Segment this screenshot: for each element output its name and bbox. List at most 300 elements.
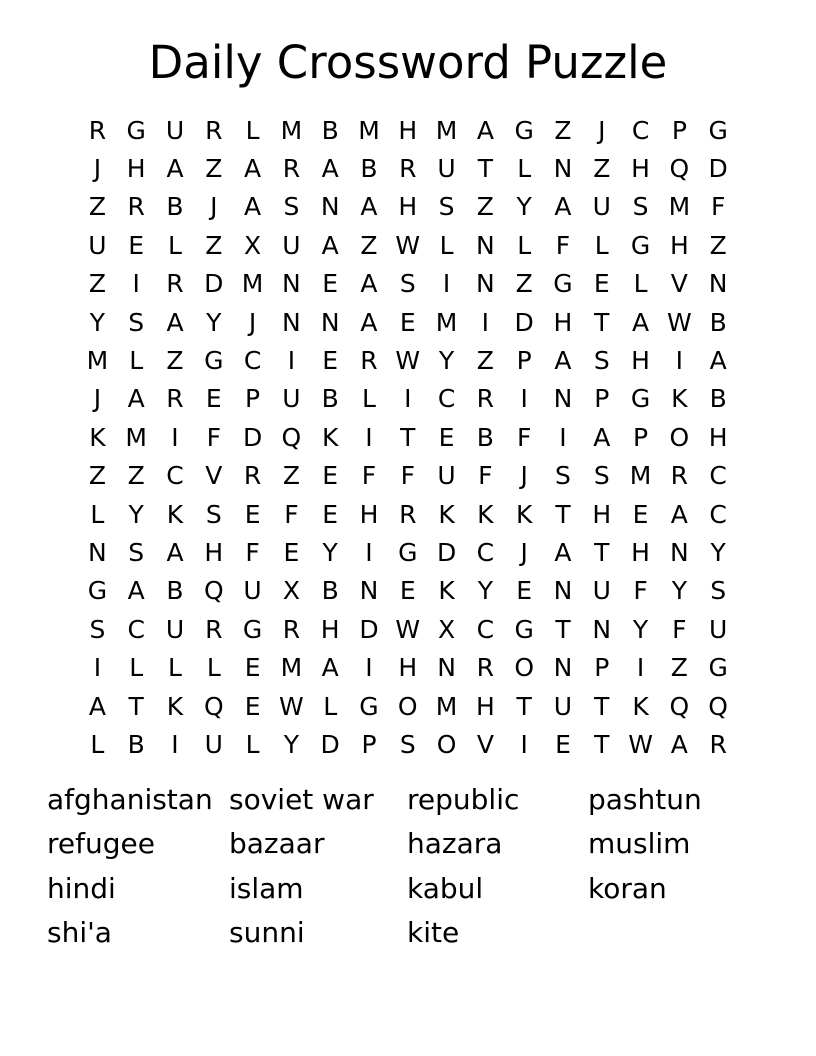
grid-letter: B bbox=[360, 154, 378, 184]
grid-letter: C bbox=[166, 461, 184, 491]
grid-letter: N bbox=[282, 269, 301, 299]
word-list-item: republic bbox=[407, 783, 520, 817]
grid-letter: I bbox=[481, 307, 490, 337]
grid-letter: K bbox=[89, 422, 106, 452]
grid-letter: L bbox=[633, 269, 648, 299]
grid-letter: U bbox=[204, 729, 223, 759]
grid-letter: L bbox=[517, 230, 532, 260]
grid-letter: Z bbox=[670, 653, 688, 683]
grid-letter: E bbox=[593, 269, 610, 299]
grid-letter: E bbox=[244, 499, 261, 529]
grid-letter: H bbox=[553, 307, 573, 337]
word-list-item: hazara bbox=[407, 827, 503, 861]
grid-letter: H bbox=[359, 499, 379, 529]
grid-letter: I bbox=[365, 537, 373, 567]
grid-letter: P bbox=[516, 346, 532, 376]
grid-letter: R bbox=[127, 192, 145, 222]
grid-letter: E bbox=[283, 537, 300, 567]
grid-letter: A bbox=[593, 422, 611, 452]
word-list-item: shi'a bbox=[47, 916, 112, 950]
grid-letter: S bbox=[89, 614, 106, 644]
grid-letter: Q bbox=[669, 154, 690, 184]
grid-letter: J bbox=[598, 115, 606, 145]
grid-letter: E bbox=[322, 269, 339, 299]
grid-letter: Z bbox=[127, 461, 145, 491]
grid-letter: M bbox=[629, 461, 652, 491]
page-title: Daily Crossword Puzzle bbox=[148, 36, 668, 89]
grid-letter: B bbox=[166, 576, 184, 606]
grid-letter: T bbox=[594, 537, 610, 567]
grid-letter: Z bbox=[476, 192, 494, 222]
grid-letter: Z bbox=[709, 230, 727, 260]
grid-letter: I bbox=[520, 729, 528, 759]
grid-letter: U bbox=[437, 154, 456, 184]
grid-letter: Y bbox=[283, 729, 300, 759]
grid-letter: G bbox=[204, 346, 224, 376]
grid-letter: Z bbox=[515, 269, 533, 299]
grid-letter: F bbox=[710, 192, 726, 222]
grid-letter: C bbox=[476, 537, 495, 567]
word-list-item: bazaar bbox=[229, 827, 325, 861]
grid-letter: Z bbox=[360, 230, 378, 260]
grid-letter: Y bbox=[477, 576, 493, 606]
grid-letter: N bbox=[708, 269, 728, 299]
grid-letter: E bbox=[128, 230, 145, 260]
letter-grid bbox=[78, 111, 738, 764]
grid-letter: I bbox=[171, 729, 179, 759]
grid-letter: N bbox=[359, 576, 379, 606]
grid-letter: F bbox=[478, 461, 493, 491]
grid-letter: D bbox=[708, 154, 728, 184]
grid-letter: U bbox=[592, 576, 611, 606]
grid-letter: H bbox=[708, 422, 728, 452]
grid-letter: I bbox=[636, 653, 645, 683]
grid-letter: T bbox=[594, 307, 610, 337]
grid-letter: J bbox=[210, 192, 218, 222]
grid-letter: U bbox=[553, 691, 573, 721]
grid-letter: Y bbox=[671, 576, 687, 606]
grid-letter: R bbox=[282, 614, 301, 644]
grid-letter: C bbox=[476, 614, 495, 644]
grid-letter: E bbox=[438, 422, 455, 452]
grid-letter: K bbox=[438, 576, 455, 606]
grid-letter: U bbox=[282, 384, 301, 414]
grid-letter: N bbox=[476, 230, 495, 260]
word-list-item: hindi bbox=[47, 871, 116, 905]
grid-letter: R bbox=[399, 154, 417, 184]
grid-letter: L bbox=[168, 230, 182, 260]
grid-letter: U bbox=[708, 614, 728, 644]
grid-letter: F bbox=[206, 422, 221, 452]
grid-letter: A bbox=[321, 154, 339, 184]
grid-letter: A bbox=[360, 269, 378, 299]
grid-letter: P bbox=[361, 729, 377, 759]
grid-letter: H bbox=[631, 346, 650, 376]
grid-letter: G bbox=[126, 115, 146, 145]
word-list-item: refugee bbox=[47, 827, 155, 861]
grid-letter: A bbox=[476, 115, 494, 145]
grid-letter: Z bbox=[88, 192, 106, 222]
grid-letter: I bbox=[365, 422, 373, 452]
grid-letter: U bbox=[165, 115, 185, 145]
grid-letter: Q bbox=[669, 691, 690, 721]
grid-letter: R bbox=[282, 154, 301, 184]
grid-letter: I bbox=[365, 653, 373, 683]
grid-letter: L bbox=[129, 346, 144, 376]
grid-letter: K bbox=[515, 499, 533, 529]
grid-letter: Y bbox=[516, 192, 532, 222]
grid-letter: A bbox=[670, 729, 688, 759]
grid-letter: Z bbox=[476, 346, 494, 376]
grid-letter: I bbox=[675, 346, 684, 376]
grid-letter: I bbox=[287, 346, 296, 376]
word-list-item: islam bbox=[229, 871, 304, 905]
grid-letter: R bbox=[205, 614, 223, 644]
grid-letter: Q bbox=[203, 576, 224, 606]
grid-letter: A bbox=[166, 537, 184, 567]
grid-letter: S bbox=[399, 729, 416, 759]
grid-letter: Z bbox=[88, 269, 106, 299]
grid-letter: Z bbox=[205, 230, 223, 260]
grid-letter: U bbox=[243, 576, 262, 606]
grid-letter: F bbox=[672, 614, 687, 644]
grid-letter: S bbox=[283, 192, 300, 222]
grid-letter: T bbox=[400, 422, 416, 452]
word-list bbox=[47, 778, 788, 955]
grid-letter: K bbox=[321, 422, 339, 452]
grid-letter: K bbox=[438, 499, 455, 529]
grid-letter: H bbox=[669, 230, 689, 260]
grid-letter: M bbox=[435, 115, 458, 145]
grid-letter: S bbox=[632, 192, 649, 222]
grid-letter: H bbox=[475, 691, 495, 721]
grid-letter: A bbox=[127, 576, 145, 606]
grid-letter: N bbox=[88, 537, 107, 567]
grid-letter: W bbox=[395, 230, 421, 260]
grid-letter: L bbox=[245, 115, 260, 145]
grid-letter: L bbox=[439, 230, 454, 260]
grid-letter: A bbox=[321, 653, 339, 683]
grid-letter: J bbox=[520, 537, 528, 567]
grid-letter: M bbox=[280, 115, 303, 145]
grid-letter: Z bbox=[554, 115, 572, 145]
grid-letter: F bbox=[361, 461, 377, 491]
grid-letter: S bbox=[128, 307, 145, 337]
grid-letter: M bbox=[358, 115, 380, 145]
word-list-item: soviet war bbox=[229, 783, 374, 817]
grid-letter: M bbox=[280, 653, 303, 683]
grid-letter: N bbox=[282, 307, 301, 337]
grid-letter: L bbox=[245, 729, 260, 759]
grid-letter: K bbox=[671, 384, 688, 414]
grid-letter: A bbox=[554, 537, 572, 567]
grid-letter: O bbox=[669, 422, 690, 452]
grid-letter: B bbox=[321, 115, 339, 145]
grid-letter: Q bbox=[203, 691, 224, 721]
word-list-empty bbox=[588, 911, 788, 955]
grid-letter: D bbox=[359, 614, 379, 644]
grid-letter: N bbox=[592, 614, 612, 644]
grid-letter: H bbox=[398, 115, 418, 145]
word-list-item: afghanistan bbox=[47, 783, 213, 817]
grid-letter: A bbox=[321, 230, 339, 260]
grid-letter: N bbox=[553, 154, 573, 184]
grid-letter: A bbox=[244, 154, 262, 184]
grid-letter: T bbox=[128, 691, 144, 721]
grid-letter: M bbox=[241, 269, 264, 299]
grid-letter: C bbox=[437, 384, 456, 414]
grid-letter: V bbox=[205, 461, 223, 491]
grid-letter: L bbox=[90, 499, 105, 529]
grid-letter: G bbox=[359, 691, 379, 721]
grid-letter: F bbox=[555, 230, 571, 260]
grid-letter: N bbox=[320, 192, 340, 222]
grid-letter: W bbox=[395, 614, 421, 644]
grid-letter: R bbox=[670, 461, 689, 491]
grid-letter: X bbox=[244, 230, 262, 260]
grid-letter: Z bbox=[282, 461, 300, 491]
grid-letter: A bbox=[554, 346, 572, 376]
grid-letter: S bbox=[438, 192, 455, 222]
grid-letter: D bbox=[242, 422, 263, 452]
grid-letter: X bbox=[282, 576, 300, 606]
grid-letter: O bbox=[514, 653, 534, 683]
grid-letter: E bbox=[322, 346, 339, 376]
grid-letter: C bbox=[631, 115, 650, 145]
grid-letter: H bbox=[204, 537, 224, 567]
grid-letter: R bbox=[166, 269, 184, 299]
word-list-item: sunni bbox=[229, 916, 305, 950]
grid-letter: P bbox=[633, 422, 649, 452]
word-list-item: koran bbox=[588, 871, 667, 905]
word-list-item: muslim bbox=[588, 827, 691, 861]
grid-letter: Y bbox=[710, 537, 726, 567]
grid-letter: Y bbox=[632, 614, 649, 644]
grid-letter: G bbox=[514, 614, 534, 644]
grid-letter: R bbox=[88, 115, 107, 145]
grid-letter: V bbox=[670, 269, 688, 299]
grid-letter: K bbox=[632, 691, 649, 721]
grid-letter: N bbox=[670, 537, 689, 567]
grid-letter: K bbox=[166, 499, 184, 529]
grid-letter: N bbox=[437, 653, 456, 683]
grid-letter: S bbox=[128, 537, 145, 567]
grid-letter: Q bbox=[281, 422, 302, 452]
word-list-item: kabul bbox=[407, 871, 484, 905]
grid-letter: Z bbox=[88, 461, 106, 491]
grid-letter: T bbox=[594, 691, 610, 721]
word-list-item: pashtun bbox=[588, 783, 702, 817]
grid-letter: Z bbox=[593, 154, 611, 184]
grid-letter: D bbox=[204, 269, 224, 299]
grid-letter: P bbox=[245, 384, 261, 414]
grid-letter: P bbox=[671, 115, 687, 145]
grid-letter: W bbox=[395, 346, 421, 376]
grid-letter: I bbox=[404, 384, 412, 414]
grid-letter: Y bbox=[128, 499, 144, 529]
grid-letter: B bbox=[476, 422, 494, 452]
grid-letter: U bbox=[88, 230, 107, 260]
grid-letter: B bbox=[321, 576, 339, 606]
grid-letter: X bbox=[438, 614, 456, 644]
grid-letter: R bbox=[709, 729, 727, 759]
grid-letter: G bbox=[708, 653, 728, 683]
grid-letter: L bbox=[517, 154, 532, 184]
grid-letter: D bbox=[320, 729, 340, 759]
grid-letter: H bbox=[592, 499, 612, 529]
grid-letter: U bbox=[165, 614, 185, 644]
grid-letter: G bbox=[708, 115, 728, 145]
grid-letter: D bbox=[436, 537, 457, 567]
grid-letter: I bbox=[93, 653, 102, 683]
grid-letter: T bbox=[516, 691, 532, 721]
grid-letter: B bbox=[709, 307, 727, 337]
grid-letter: A bbox=[88, 691, 106, 721]
grid-letter: F bbox=[245, 537, 260, 567]
grid-letter: Y bbox=[206, 307, 222, 337]
grid-letter: L bbox=[168, 653, 182, 683]
grid-letter: H bbox=[398, 653, 418, 683]
grid-letter: A bbox=[360, 192, 378, 222]
grid-letter: W bbox=[666, 307, 692, 337]
grid-letter: F bbox=[516, 422, 532, 452]
grid-letter: J bbox=[520, 461, 528, 491]
grid-letter: I bbox=[559, 422, 567, 452]
grid-letter: N bbox=[320, 307, 340, 337]
grid-letter: I bbox=[520, 384, 528, 414]
grid-letter: Y bbox=[438, 346, 455, 376]
grid-letter: R bbox=[360, 346, 378, 376]
grid-letter: A bbox=[670, 499, 688, 529]
grid-letter: H bbox=[320, 614, 340, 644]
grid-letter: N bbox=[553, 576, 573, 606]
grid-letter: G bbox=[630, 230, 651, 260]
grid-letter: E bbox=[399, 576, 416, 606]
grid-letter: R bbox=[205, 115, 223, 145]
grid-letter: T bbox=[594, 729, 610, 759]
grid-letter: E bbox=[244, 653, 261, 683]
grid-letter: M bbox=[668, 192, 691, 222]
grid-letter: L bbox=[323, 691, 338, 721]
grid-letter: N bbox=[553, 384, 573, 414]
grid-letter: R bbox=[476, 653, 495, 683]
grid-letter: A bbox=[360, 307, 378, 337]
grid-letter: L bbox=[129, 653, 144, 683]
grid-letter: C bbox=[709, 499, 727, 529]
grid-letter: K bbox=[477, 499, 494, 529]
grid-letter: R bbox=[476, 384, 495, 414]
grid-letter: G bbox=[514, 115, 534, 145]
grid-letter: O bbox=[397, 691, 418, 721]
grid-letter: B bbox=[127, 729, 145, 759]
grid-letter: E bbox=[632, 499, 649, 529]
grid-letter: G bbox=[87, 576, 108, 606]
grid-letter: G bbox=[242, 614, 263, 644]
grid-letter: E bbox=[555, 729, 571, 759]
grid-letter: N bbox=[476, 269, 495, 299]
grid-letter: J bbox=[93, 154, 102, 184]
grid-letter: N bbox=[553, 653, 573, 683]
grid-letter: I bbox=[132, 269, 140, 299]
grid-letter: B bbox=[321, 384, 339, 414]
grid-letter: S bbox=[205, 499, 222, 529]
grid-letter: P bbox=[594, 653, 610, 683]
grid-letter: I bbox=[442, 269, 451, 299]
grid-letter: L bbox=[594, 230, 609, 260]
grid-letter: R bbox=[166, 384, 184, 414]
grid-letter: Y bbox=[89, 307, 106, 337]
grid-letter: A bbox=[166, 307, 184, 337]
grid-letter: A bbox=[166, 154, 184, 184]
grid-letter: F bbox=[633, 576, 648, 606]
grid-letter: M bbox=[435, 307, 458, 337]
grid-letter: V bbox=[476, 729, 494, 759]
grid-letter: A bbox=[554, 192, 572, 222]
grid-letter: G bbox=[630, 384, 651, 414]
grid-letter: E bbox=[399, 307, 416, 337]
grid-letter: L bbox=[362, 384, 376, 414]
grid-letter: S bbox=[555, 461, 571, 491]
grid-letter: U bbox=[592, 192, 611, 222]
grid-letter: S bbox=[593, 461, 610, 491]
grid-letter: E bbox=[322, 499, 339, 529]
grid-letter: H bbox=[631, 154, 650, 184]
grid-letter: Z bbox=[166, 346, 184, 376]
grid-letter: C bbox=[127, 614, 145, 644]
grid-letter: M bbox=[435, 691, 458, 721]
grid-letter: B bbox=[709, 384, 727, 414]
grid-letter: W bbox=[279, 691, 304, 721]
grid-letter: O bbox=[436, 729, 457, 759]
grid-letter: J bbox=[248, 307, 257, 337]
grid-letter: H bbox=[126, 154, 146, 184]
grid-letter: T bbox=[555, 499, 571, 529]
grid-letter: M bbox=[86, 346, 109, 376]
grid-letter: H bbox=[631, 537, 650, 567]
grid-letter: T bbox=[477, 154, 493, 184]
grid-letter: F bbox=[284, 499, 299, 529]
grid-letter: S bbox=[593, 346, 610, 376]
grid-letter: R bbox=[399, 499, 417, 529]
grid-letter: E bbox=[322, 461, 339, 491]
grid-letter: F bbox=[400, 461, 415, 491]
grid-letter: U bbox=[437, 461, 456, 491]
grid-letter: Z bbox=[205, 154, 223, 184]
grid-letter: K bbox=[166, 691, 184, 721]
grid-letter: M bbox=[125, 422, 147, 452]
grid-letter: B bbox=[166, 192, 184, 222]
grid-letter: D bbox=[514, 307, 534, 337]
grid-letter: E bbox=[516, 576, 533, 606]
grid-letter: G bbox=[553, 269, 573, 299]
grid-letter: E bbox=[205, 384, 222, 414]
grid-letter: L bbox=[206, 653, 221, 683]
word-list-item: kite bbox=[407, 916, 460, 950]
grid-letter: L bbox=[90, 729, 105, 759]
grid-letter: A bbox=[709, 346, 727, 376]
grid-letter: S bbox=[710, 576, 727, 606]
grid-letter: T bbox=[555, 614, 571, 644]
grid-letter: J bbox=[93, 384, 102, 414]
grid-letter: I bbox=[171, 422, 179, 452]
grid-letter: E bbox=[244, 691, 261, 721]
grid-letter: Q bbox=[708, 691, 728, 721]
grid-letter: Y bbox=[322, 537, 338, 567]
grid-letter: A bbox=[632, 307, 650, 337]
grid-letter: R bbox=[243, 461, 262, 491]
grid-letter: C bbox=[243, 346, 262, 376]
grid-letter: P bbox=[594, 384, 610, 414]
